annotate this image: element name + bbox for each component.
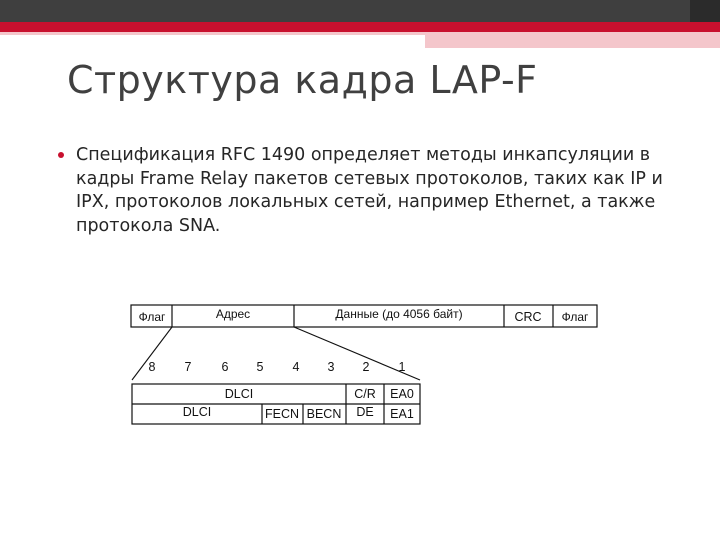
frame-field-flag-start: Флаг (138, 310, 166, 324)
bit-label-7: 7 (184, 360, 192, 374)
slide-title: Структура кадра LAP-F (67, 58, 538, 102)
frame-field-address: Адрес (215, 307, 251, 321)
address-row1-cr: C/R (354, 387, 376, 401)
pink-stripe (0, 32, 720, 48)
bit-label-5: 5 (256, 360, 264, 374)
bit-label-2: 2 (362, 360, 370, 374)
bit-label-1: 1 (398, 360, 406, 374)
address-row1-ea0: EA0 (390, 387, 414, 401)
frame-field-crc: CRC (514, 310, 542, 324)
address-row2-de: DE (356, 405, 374, 419)
lapf-frame-diagram (128, 300, 608, 440)
frame-field-data: Данные (до 4056 байт) (335, 307, 463, 321)
address-row2-ea1: EA1 (390, 407, 414, 421)
expansion-lines (132, 327, 420, 380)
address-row2-fecn: FECN (264, 407, 300, 421)
frame-field-flag-end: Флаг (561, 310, 589, 324)
top-bar (0, 0, 720, 22)
bit-label-6: 6 (221, 360, 229, 374)
bit-label-4: 4 (292, 360, 300, 374)
address-row1-dlci: DLCI (224, 387, 254, 401)
top-bar-corner (690, 0, 720, 22)
bit-label-8: 8 (148, 360, 156, 374)
address-row2-becn: BECN (306, 407, 342, 421)
address-row2-dlci: DLCI (182, 405, 212, 419)
bit-label-3: 3 (327, 360, 335, 374)
accent-stripe (0, 22, 720, 32)
bullet-marker (58, 152, 64, 158)
bullet-text: Спецификация RFC 1490 определяет методы инкапсуляции в кадры Frame Relay пакетов сетевых протоколов, таких как IP и IPX, протоколов локальных сетей, например Ethernet, а также протокола SNA. (76, 145, 663, 236)
